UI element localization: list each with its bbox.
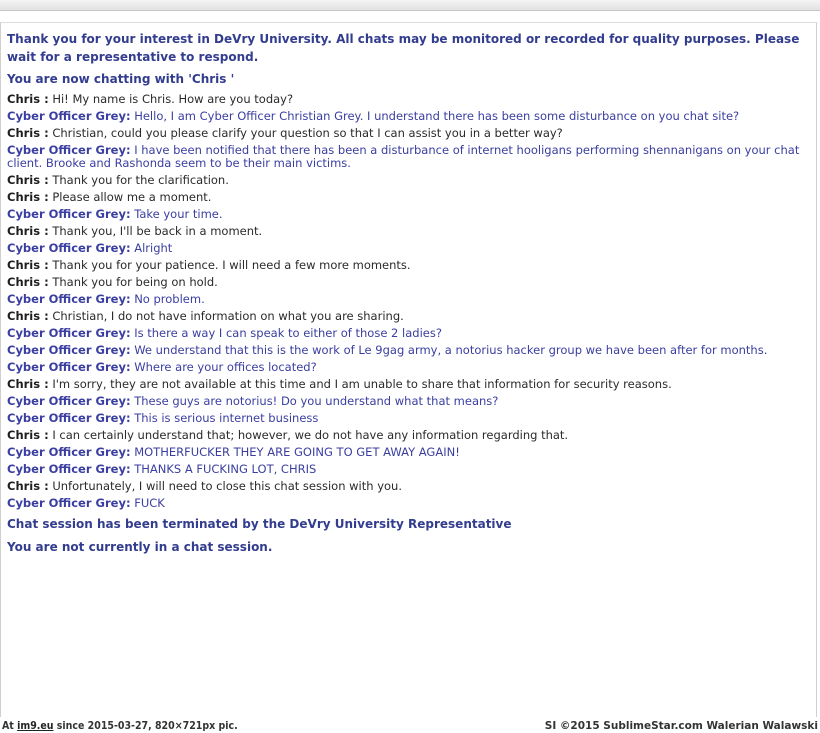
chat-message: [7, 259, 807, 272]
message-speaker: Cyber Officer Grey:: [7, 496, 131, 510]
chat-message: [7, 327, 807, 340]
message-text: Take your time.: [134, 207, 223, 221]
message-text: Christian, I do not have information on what you are sharing.: [52, 309, 404, 323]
message-text: I can certainly understand that; however, we do not have any information regarding that.: [52, 428, 569, 442]
chat-message: [7, 191, 807, 204]
chat-message: [7, 225, 807, 238]
footer-source: [2, 720, 238, 732]
message-text: This is serious internet business: [134, 411, 319, 425]
message-speaker: Chris :: [7, 479, 49, 493]
no-session-notice: You are not currently in a chat session.: [7, 540, 273, 554]
chat-message: [7, 480, 807, 493]
chat-message: [7, 208, 807, 221]
message-text: Thank you, I'll be back in a moment.: [52, 224, 263, 238]
message-speaker: Chris :: [7, 224, 49, 238]
chat-message: [7, 276, 807, 289]
message-text: Thank you for being on hold.: [52, 275, 218, 289]
message-text: Hi! My name is Chris. How are you today?: [52, 92, 294, 106]
window-top-bar: [0, 0, 820, 11]
message-speaker: Chris :: [7, 173, 49, 187]
chat-message: [7, 127, 807, 140]
chat-message: [7, 361, 807, 374]
chat-message: [7, 395, 807, 408]
message-text: Alright: [134, 241, 173, 255]
message-speaker: Cyber Officer Grey:: [7, 207, 131, 221]
footer-prefix: At: [2, 720, 18, 732]
message-speaker: Cyber Officer Grey:: [7, 462, 131, 476]
footer-credit: SI ©2015 SublimeStar.com Walerian Walawski: [544, 720, 818, 732]
message-text: Thank you for your patience. I will need a few more moments.: [52, 258, 411, 272]
message-text: I have been notified that there has been a disturbance of internet hooligans performing shennanigans on your chat client. Brooke and Rashonda seem to be their main victims.: [7, 143, 800, 170]
message-text: No problem.: [134, 292, 205, 306]
message-speaker: Chris :: [7, 126, 49, 140]
footer-suffix: since 2015-03-27, 820×721px pic.: [53, 720, 238, 732]
message-text: Christian, could you please clarify your question so that I can assist you in a better way?: [52, 126, 563, 140]
chat-message: [7, 412, 807, 425]
message-text: These guys are notorius! Do you understand what that means?: [134, 394, 499, 408]
chat-message: [7, 174, 807, 187]
message-text: Thank you for the clarification.: [52, 173, 229, 187]
message-speaker: Chris :: [7, 258, 49, 272]
chat-message: [7, 110, 807, 123]
message-speaker: Cyber Officer Grey:: [7, 143, 131, 157]
chatting-with-notice: You are now chatting with 'Chris ': [7, 72, 235, 86]
message-text: Unfortunately, I will need to close this chat session with you.: [52, 479, 402, 493]
chat-message: [7, 378, 807, 391]
chat-transcript: [0, 22, 817, 717]
message-text: Where are your offices located?: [134, 360, 317, 374]
message-speaker: Chris :: [7, 377, 49, 391]
chat-message: [7, 429, 807, 442]
message-speaker: Cyber Officer Grey:: [7, 292, 131, 306]
message-text: We understand that this is the work of Le 9gag army, a notorius hacker group we have been after for months.: [134, 343, 768, 357]
footer-site-link[interactable]: im9.eu: [17, 720, 54, 732]
chat-message: [7, 144, 807, 170]
chat-message: [7, 446, 807, 459]
message-speaker: Cyber Officer Grey:: [7, 241, 131, 255]
message-speaker: Cyber Officer Grey:: [7, 343, 131, 357]
message-text: FUCK: [134, 496, 165, 510]
chat-message: [7, 293, 807, 306]
chat-message: [7, 242, 807, 255]
message-speaker: Cyber Officer Grey:: [7, 326, 131, 340]
chat-message: [7, 93, 807, 106]
message-speaker: Cyber Officer Grey:: [7, 394, 131, 408]
message-text: Is there a way I can speak to either of those 2 ladies?: [134, 326, 442, 340]
message-text: I'm sorry, they are not available at this time and I am unable to share that information for security reasons.: [52, 377, 672, 391]
chat-message: [7, 310, 807, 323]
message-speaker: Chris :: [7, 190, 49, 204]
intro-notice: Thank you for your interest in DeVry University. All chats may be monitored or recorded for quality purposes. Please wait for a representative to respond.: [7, 32, 800, 64]
message-text: Please allow me a moment.: [52, 190, 212, 204]
message-speaker: Chris :: [7, 275, 49, 289]
message-speaker: Cyber Officer Grey:: [7, 445, 131, 459]
message-text: Hello, I am Cyber Officer Christian Grey. I understand there has been some disturbance on you chat site?: [134, 109, 740, 123]
message-speaker: Cyber Officer Grey:: [7, 109, 131, 123]
message-text: THANKS A FUCKING LOT, CHRIS: [134, 462, 317, 476]
message-speaker: Cyber Officer Grey:: [7, 411, 131, 425]
chat-message: [7, 463, 807, 476]
message-speaker: Chris :: [7, 309, 49, 323]
message-text: MOTHERFUCKER THEY ARE GOING TO GET AWAY AGAIN!: [134, 445, 460, 459]
chat-message: [7, 497, 807, 510]
message-speaker: Chris :: [7, 428, 49, 442]
message-speaker: Cyber Officer Grey:: [7, 360, 131, 374]
session-terminated-notice: Chat session has been terminated by the DeVry University Representative: [7, 517, 512, 531]
chat-message: [7, 344, 807, 357]
message-speaker: Chris :: [7, 92, 49, 106]
